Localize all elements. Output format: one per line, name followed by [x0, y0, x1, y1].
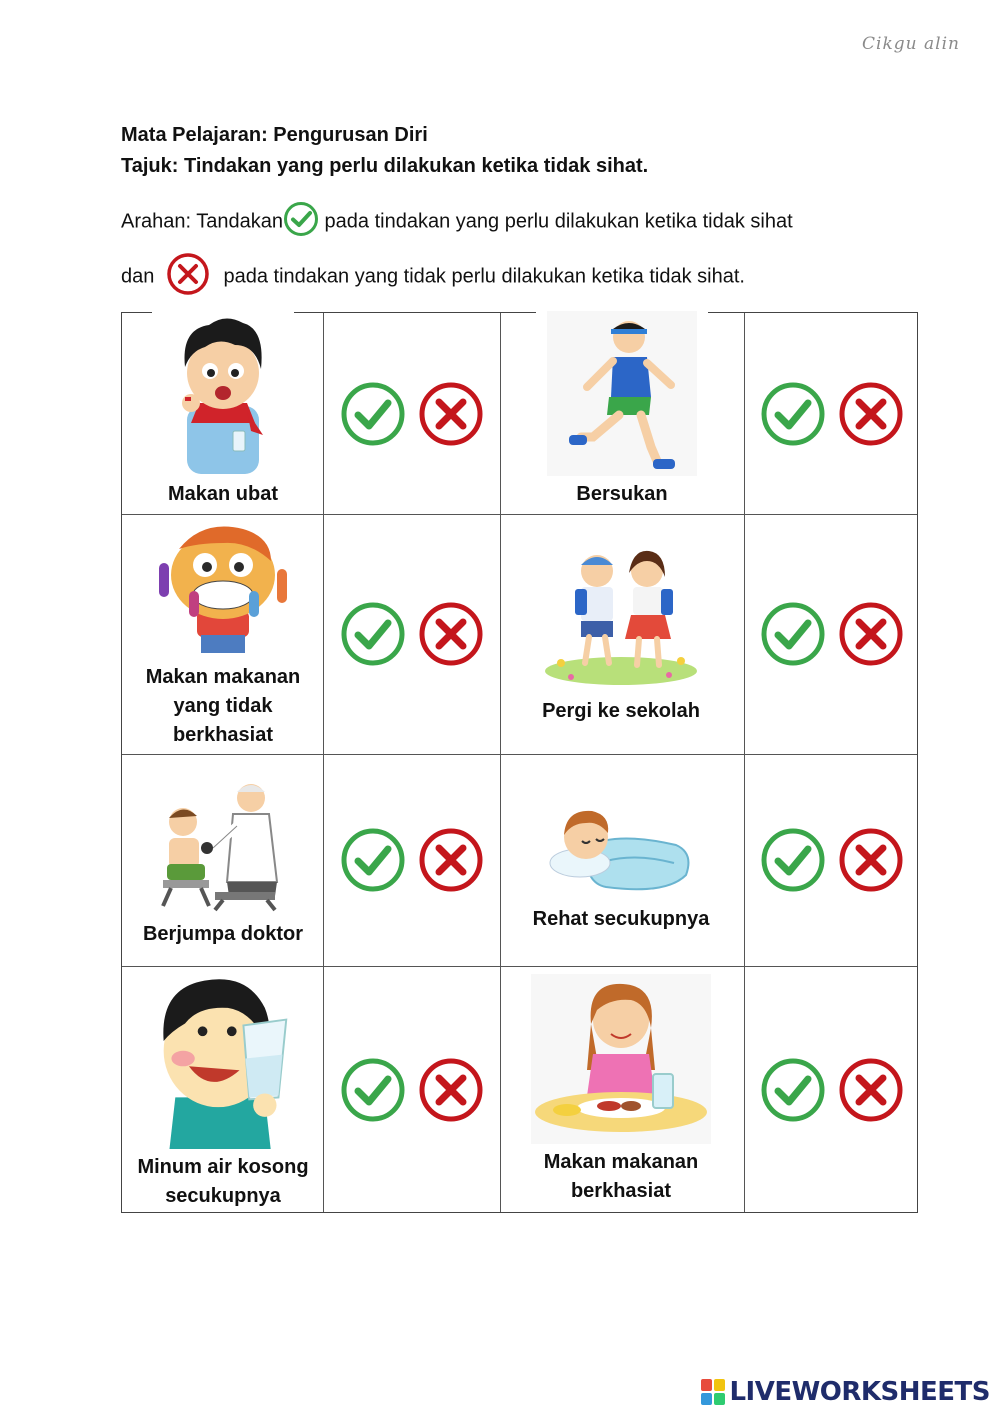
cross-answer-button[interactable] — [418, 381, 484, 447]
item-card-pergi-ke-sekolah — [526, 517, 716, 751]
item-label: Berjumpa doktor — [137, 920, 309, 949]
cross-answer-button[interactable] — [418, 1057, 484, 1123]
cross-icon — [166, 252, 210, 302]
cross-answer-button[interactable] — [838, 381, 904, 447]
brand-name: LIVEWORKSHEETS — [729, 1377, 990, 1407]
instruction-prefix: Arahan: Tandakan — [121, 210, 283, 233]
item-card-makan-makanan-tidak-berkhasiat — [132, 517, 314, 751]
author-credit: Cikgu alin — [862, 34, 960, 54]
item-label: Makan ubat — [162, 480, 284, 509]
instruction-and: dan — [121, 265, 155, 288]
liveworksheets-logo — [701, 1377, 990, 1407]
cross-answer-button[interactable] — [838, 601, 904, 667]
item-card-rehat-secukupnya — [526, 761, 716, 963]
answer-group — [744, 313, 919, 514]
doctor-examining-child-icon — [153, 776, 293, 916]
topic-heading: Tajuk: Tindakan yang perlu dilakukan ketika tidak sihat. — [121, 155, 649, 177]
answer-group — [744, 966, 919, 1214]
check-answer-button[interactable] — [760, 1057, 826, 1123]
children-walking-to-school-icon — [541, 543, 701, 693]
instruction-line-2 — [121, 252, 745, 302]
answer-group — [323, 313, 500, 514]
item-card-makan-makanan-berkhasiat — [526, 969, 716, 1211]
item-card-makan-ubat — [152, 309, 294, 511]
check-answer-button[interactable] — [760, 381, 826, 447]
sick-boy-taking-medicine-icon — [163, 311, 283, 476]
cross-answer-button[interactable] — [418, 827, 484, 893]
answer-group — [323, 966, 500, 1214]
answer-group — [744, 754, 919, 966]
check-answer-button[interactable] — [340, 1057, 406, 1123]
boy-eating-junk-food-icon — [153, 519, 293, 659]
check-icon — [283, 201, 319, 243]
instruction-check-text: pada tindakan yang perlu dilakukan ketika tidak sihat — [324, 210, 793, 233]
check-answer-button[interactable] — [760, 827, 826, 893]
item-label: Minum air kosong secukupnya — [128, 1153, 318, 1211]
cross-answer-button[interactable] — [418, 601, 484, 667]
item-card-berjumpa-doktor — [132, 761, 314, 963]
boy-drinking-water-icon — [148, 969, 298, 1149]
girl-eating-healthy-meal-icon — [531, 974, 711, 1144]
check-answer-button[interactable] — [340, 827, 406, 893]
item-label: Makan makanan yang tidak berkhasiat — [132, 663, 314, 750]
instruction-cross-text: pada tindakan yang tidak perlu dilakukan ketika tidak sihat. — [223, 265, 745, 288]
answer-group — [744, 514, 919, 754]
cross-answer-button[interactable] — [838, 1057, 904, 1123]
subject-heading: Mata Pelajaran: Pengurusan Diri — [121, 124, 428, 146]
item-label: Bersukan — [570, 480, 673, 509]
item-card-minum-air-kosong — [128, 969, 318, 1211]
child-sleeping-icon — [546, 791, 696, 901]
check-answer-button[interactable] — [340, 381, 406, 447]
instruction-line-1 — [121, 201, 793, 243]
item-label: Pergi ke sekolah — [536, 697, 706, 726]
liveworksheets-mark-icon — [701, 1379, 725, 1405]
item-label: Rehat secukupnya — [527, 905, 716, 934]
boy-running-icon — [547, 311, 697, 476]
cross-answer-button[interactable] — [838, 827, 904, 893]
item-card-bersukan — [536, 309, 708, 511]
answer-group — [323, 514, 500, 754]
item-label: Makan makanan berkhasiat — [526, 1148, 716, 1206]
answer-group — [323, 754, 500, 966]
check-answer-button[interactable] — [760, 601, 826, 667]
check-answer-button[interactable] — [340, 601, 406, 667]
activity-table — [121, 312, 918, 1213]
